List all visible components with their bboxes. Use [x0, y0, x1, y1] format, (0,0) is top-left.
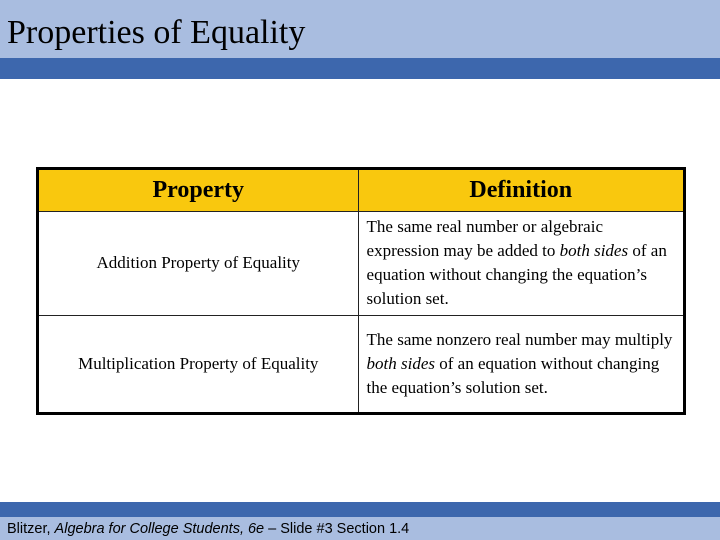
footer-slide-info: – Slide #3 Section 1.4: [264, 521, 410, 537]
definition-text: of an equation without changing the equation’s solution set.: [366, 353, 660, 397]
definition-text: The same nonzero real number may multiply: [366, 329, 673, 349]
definition-text: of an equation without changing the equation’s solution set.: [366, 241, 667, 309]
table-header-row: [38, 169, 685, 212]
table-row: [38, 315, 685, 413]
title-accent-stripe: [0, 58, 720, 79]
header-property: Property: [38, 169, 359, 212]
definition-cell: [358, 315, 684, 413]
properties-table: [36, 167, 686, 415]
footer-book-title: Algebra for College Students, 6e: [54, 521, 265, 537]
footer-accent-stripe: [0, 502, 720, 517]
footer-author: Blitzer,: [7, 521, 55, 537]
definition-cell: [358, 211, 684, 315]
definition-emphasis: both sides: [559, 241, 629, 261]
table-row: [38, 211, 685, 315]
slide-title: Properties of Equality: [7, 14, 306, 51]
property-name-cell: Addition Property of Equality: [38, 211, 359, 315]
definition-emphasis: both sides: [366, 353, 436, 373]
definition-text: The same real number or algebraic expression may be added to: [366, 217, 603, 261]
header-definition: Definition: [358, 169, 684, 212]
property-name-cell: Multiplication Property of Equality: [38, 315, 359, 413]
footer-citation: [7, 519, 409, 539]
